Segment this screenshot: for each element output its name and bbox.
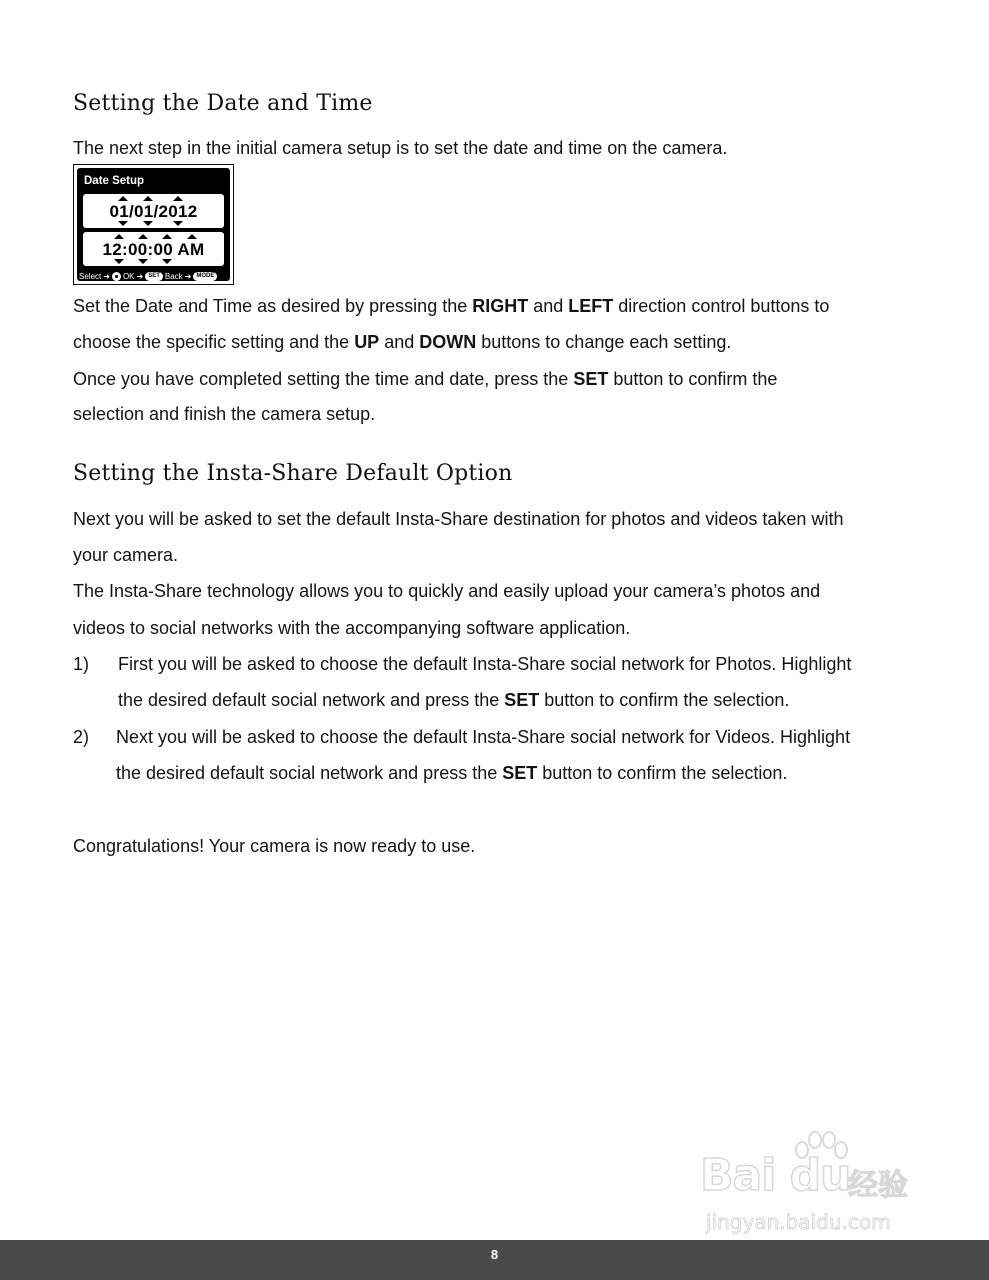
- down-arrow-icon: [138, 259, 148, 264]
- key-up: UP: [354, 332, 380, 352]
- key-left: LEFT: [568, 296, 614, 316]
- list-item-1-line1: First you will be asked to choose the default Insta-Share social network for Photos. Highlight: [118, 654, 852, 674]
- paragraph-insta-tech-line1: The Insta-Share technology allows you to quickly and easily upload your camera’s photos and: [73, 581, 821, 601]
- list-item-2-line2: [116, 762, 787, 784]
- set-button-icon: SET: [145, 272, 163, 281]
- down-arrow-icon: [173, 221, 183, 226]
- lcd-date-value: 01/01/2012: [109, 202, 198, 221]
- lcd-footer-hints: [79, 272, 228, 281]
- watermark-logo: Bai du: [700, 1150, 851, 1201]
- paragraph-confirm-line2: selection and finish the camera setup.: [73, 404, 376, 424]
- paragraph-closing: Congratulations! Your camera is now ready to use.: [73, 836, 476, 856]
- lcd-hint-back: Back: [164, 272, 183, 281]
- text-run: the desired default social network and press the: [118, 690, 505, 710]
- paragraph-insta-tech-line2: videos to social networks with the accompanying software application.: [73, 618, 631, 638]
- up-arrow-icon: [162, 234, 172, 239]
- paragraph-insta-intro-line1: Next you will be asked to set the default Insta-Share destination for photos and videos taken with: [73, 509, 844, 529]
- list-item-number: 2): [73, 727, 90, 747]
- text-run: choose the specific setting and the: [73, 332, 355, 352]
- text-run: Once you have completed setting the time and date, press the: [73, 369, 574, 389]
- up-arrow-icon: [118, 196, 128, 201]
- up-arrow-icon: [187, 234, 197, 239]
- mode-button-icon: MODE: [193, 272, 217, 281]
- paragraph-intro: The next step in the initial camera setup is to set the date and time on the camera.: [73, 138, 728, 158]
- lcd-title: Date Setup: [84, 175, 145, 187]
- dpad-icon: [112, 272, 121, 281]
- key-set: SET: [504, 690, 540, 710]
- text-run: button to confirm the selection.: [537, 763, 788, 783]
- key-right: RIGHT: [472, 296, 529, 316]
- key-down: DOWN: [419, 332, 477, 352]
- paragraph-insta-intro-line2: your camera.: [73, 545, 179, 565]
- down-arrow-icon: [143, 221, 153, 226]
- down-arrow-icon: [114, 259, 124, 264]
- section-heading-insta-share: Setting the Insta-Share Default Option: [73, 461, 513, 486]
- paragraph-instructions-line1: [73, 295, 829, 317]
- lcd-date-box: [83, 194, 224, 228]
- lcd-time-box: [83, 232, 224, 266]
- section-heading-date-time: Setting the Date and Time: [73, 91, 373, 116]
- key-set: SET: [573, 369, 609, 389]
- arrow-right-icon: ➜: [136, 272, 144, 281]
- text-run: button to confirm the selection.: [539, 690, 790, 710]
- page-number: 8: [490, 1247, 499, 1262]
- list-item-2-line1: Next you will be asked to choose the default Insta-Share social network for Videos. Highlight: [116, 727, 851, 747]
- up-arrow-icon: [173, 196, 183, 201]
- list-item-1-line2: [118, 689, 789, 711]
- text-run: button to confirm the: [608, 369, 778, 389]
- page-footer-bar: [0, 1240, 989, 1280]
- watermark-cn: 经验: [848, 1168, 908, 1203]
- text-run: Set the Date and Time as desired by pressing the: [73, 296, 473, 316]
- text-run: direction control buttons to: [613, 296, 830, 316]
- baidu-jingyan-watermark: [700, 1130, 940, 1240]
- up-arrow-icon: [114, 234, 124, 239]
- arrow-right-icon: ➜: [184, 272, 192, 281]
- camera-lcd-illustration: [73, 164, 234, 285]
- text-run: and: [379, 332, 420, 352]
- lcd-time-value: 12:00:00 AM: [102, 240, 205, 259]
- lcd-hint-select: Select: [79, 272, 102, 281]
- lcd-hint-ok: OK: [122, 272, 135, 281]
- paragraph-instructions-line2: [73, 331, 731, 353]
- arrow-right-icon: ➜: [103, 272, 110, 281]
- list-item-number: 1): [73, 654, 90, 674]
- down-arrow-icon: [118, 221, 128, 226]
- text-run: buttons to change each setting.: [476, 332, 732, 352]
- up-arrow-icon: [138, 234, 148, 239]
- text-run: the desired default social network and press the: [116, 763, 503, 783]
- down-arrow-icon: [162, 259, 172, 264]
- up-arrow-icon: [143, 196, 153, 201]
- key-set: SET: [502, 763, 538, 783]
- text-run: and: [528, 296, 569, 316]
- lcd-screen: [77, 168, 230, 281]
- paragraph-confirm-line1: [73, 368, 777, 390]
- watermark-url: jingyan.baidu.com: [706, 1210, 891, 1234]
